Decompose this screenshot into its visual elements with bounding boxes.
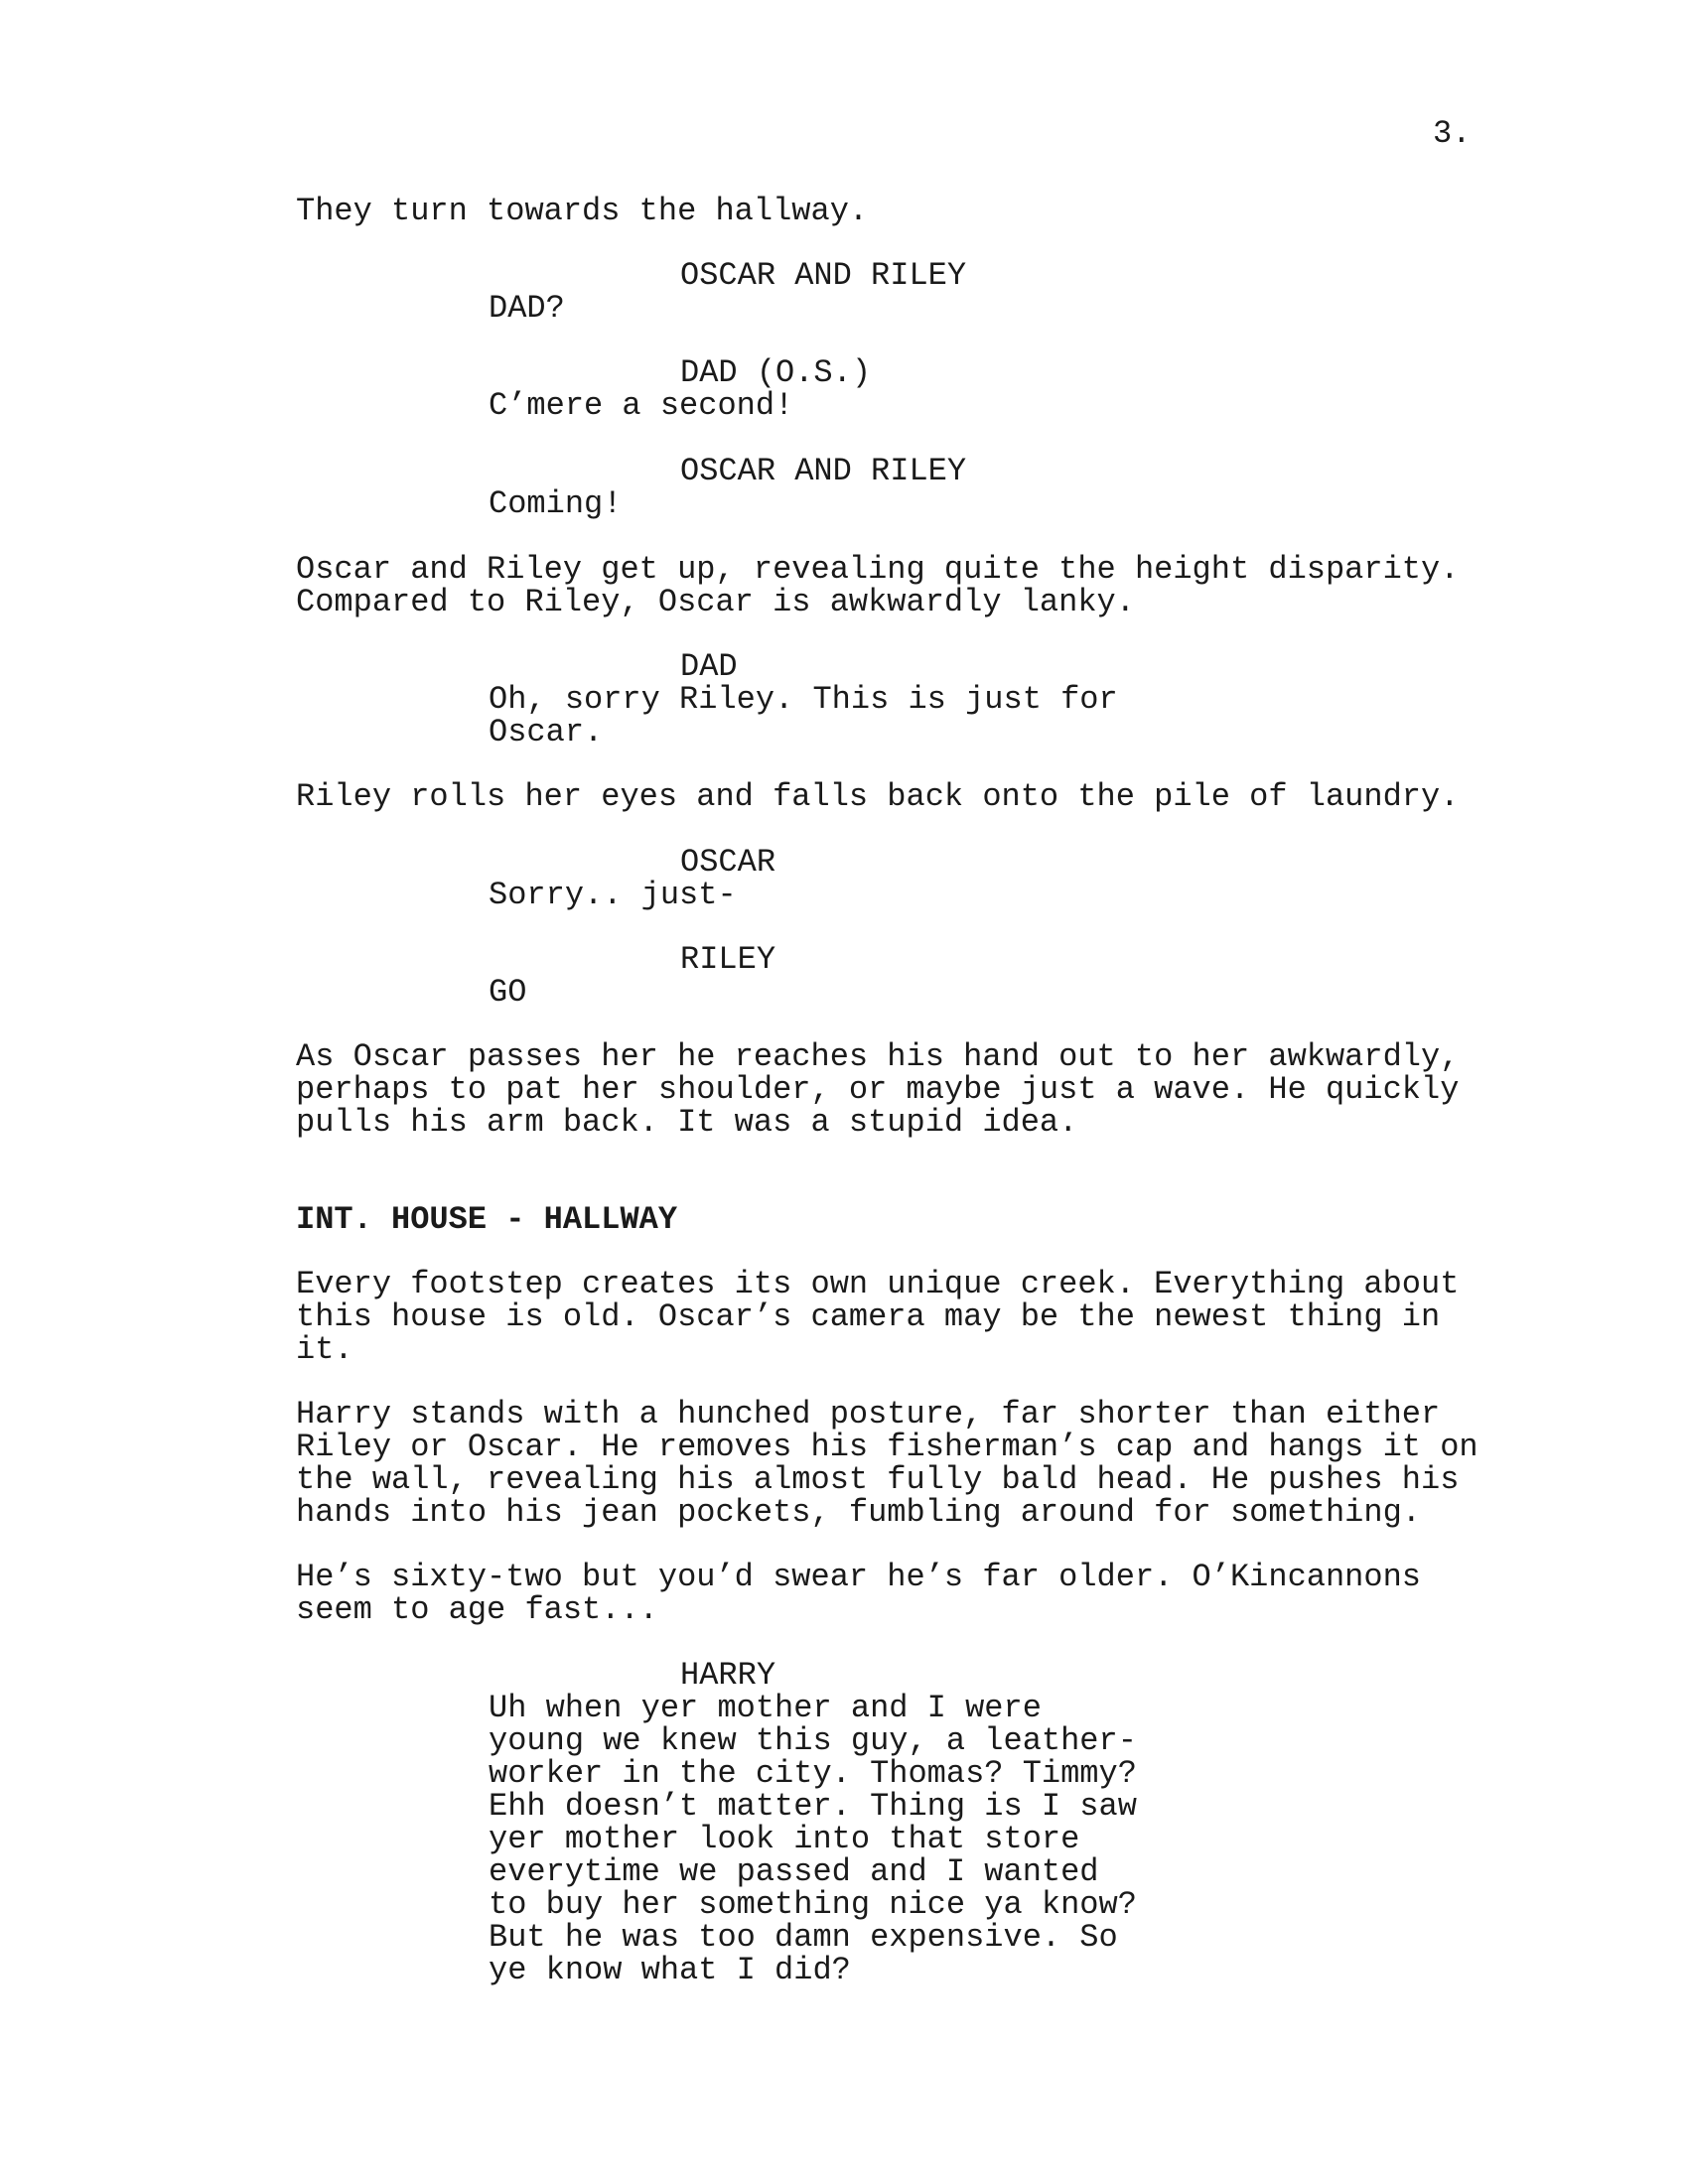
dialogue-line: DAD?	[489, 290, 565, 327]
dialogue-line: Coming!	[489, 485, 623, 522]
action-line: As Oscar passes her he reaches his hand out to her awkwardly, perhaps to pat her shoulder, or maybe just a wave. He quickly pulls his arm back. It was a stupid idea.	[296, 1038, 1460, 1141]
action-line: Oscar and Riley get up, revealing quite the height disparity. Compared to Riley, Oscar is awkwardly lanky.	[296, 551, 1460, 620]
character-cue: OSCAR AND RILEY	[680, 453, 967, 489]
scene-heading: INT. HOUSE - HALLWAY	[296, 1201, 678, 1238]
dialogue-line: Uh when yer mother and I were young we knew this guy, a leather- worker in the city. Thomas? Timmy? Ehh doesn’t matter. Thing is I saw yer mother look into that store everytime we passed and I wanted to buy her something nice ya know? But he was too damn expensive. So ye know what I did?	[489, 1690, 1137, 1988]
dialogue-line: C’mere a second!	[489, 387, 794, 424]
page-number: 3.	[1433, 115, 1472, 152]
action-line: Riley rolls her eyes and falls back onto the pile of laundry.	[296, 778, 1460, 815]
dialogue-line: Oh, sorry Riley. This is just for Oscar.	[489, 681, 1118, 751]
dialogue-line: Sorry.. just-	[489, 877, 737, 913]
action-line: Every footstep creates its own unique creek. Everything about this house is old. Oscar’s camera may be the newest thing in it.	[296, 1266, 1460, 1368]
character-cue: RILEY	[680, 941, 776, 978]
action-line: They turn towards the hallway.	[296, 193, 869, 229]
character-cue: HARRY	[680, 1657, 776, 1694]
action-line: He’s sixty-two but you’d swear he’s far older. O’Kincannons seem to age fast...	[296, 1559, 1421, 1628]
dialogue-line: GO	[489, 974, 527, 1011]
character-cue: DAD	[680, 648, 738, 685]
action-line: Harry stands with a hunched posture, far shorter than either Riley or Oscar. He removes his fisherman’s cap and hangs it on the wall, revealing his almost fully bald head. He pushes his hands into his jean pockets, fumbling around for something.	[296, 1396, 1478, 1531]
character-cue: OSCAR	[680, 844, 776, 881]
character-cue: OSCAR AND RILEY	[680, 257, 967, 294]
character-cue: DAD (O.S.)	[680, 354, 872, 391]
